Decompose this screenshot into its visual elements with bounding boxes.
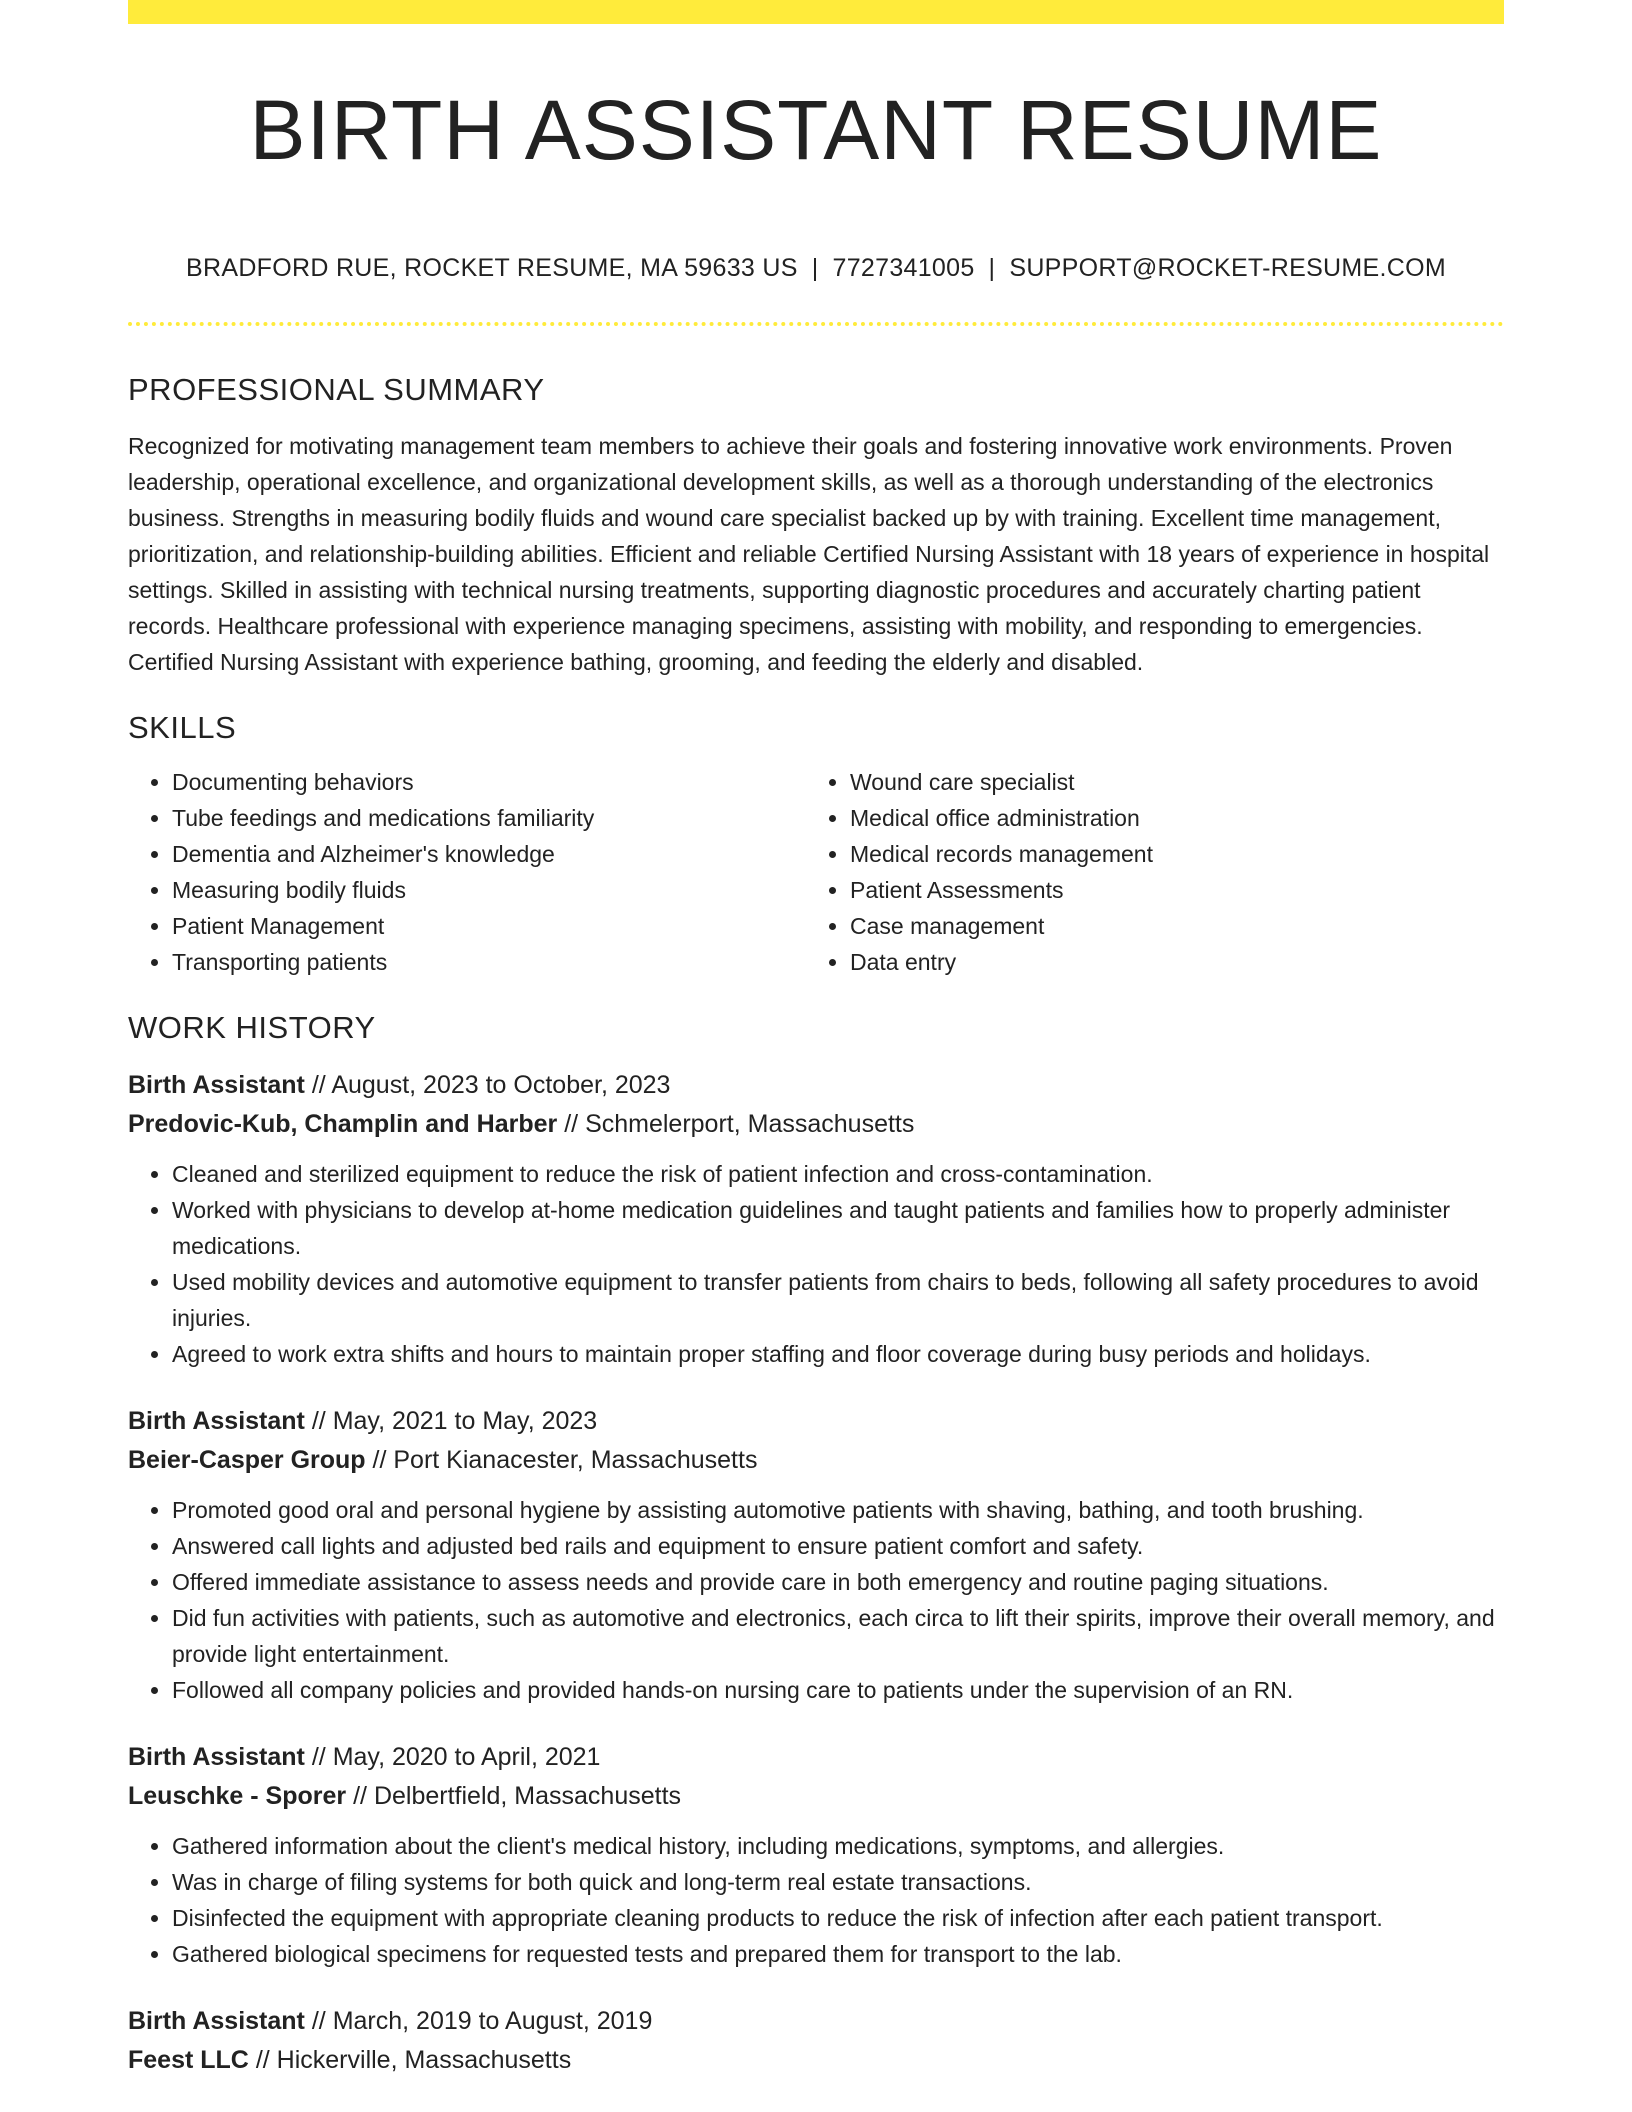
duty-item: • Worked with physicians to develop at-home medication guidelines and taught patients and families how to properly administer medications. xyxy=(172,1192,1504,1264)
summary-text: Recognized for motivating management team members to achieve their goals and fostering innovative work environments. Proven leadership, operational excellence, and organizational development skills, as well as a thorough understanding of the electronics business. Strengths in measuring bodily fluids and wound care specialist backed up by with training. Excellent time management, prioritization, and relationship-building abilities. Efficient and reliable Certified Nursing Assistant with 18 years of experience in hospital settings. Skilled in assisting with technical nursing treatments, supporting diagnostic procedures and accurately charting patient records. Healthcare professional with experience managing specimens, assisting with mobility, and responding to emergencies. Certified Nursing Assistant with experience bathing, grooming, and feeding the elderly and disabled. xyxy=(128,433,1490,675)
skill-item: • Data entry xyxy=(850,944,1484,980)
job-divider: // xyxy=(255,2046,270,2074)
duty-item: • Answered call lights and adjusted bed rails and equipment to ensure patient comfort and safety. xyxy=(172,1528,1504,1564)
job-divider: // xyxy=(372,1446,387,1474)
job-divider: // xyxy=(311,1407,326,1435)
job-dates: March, 2019 to August, 2019 xyxy=(332,2007,653,2035)
job-divider: // xyxy=(311,2007,326,2035)
duty-item: • Offered immediate assistance to assess needs and provide care in both emergency and routine paging situations. xyxy=(172,1564,1504,1600)
duty-item: • Disinfected the equipment with appropriate cleaning products to reduce the risk of infection after each patient transport. xyxy=(172,1900,1504,1936)
contact-line xyxy=(128,252,1504,284)
duty-item: • Did fun activities with patients, such as automotive and electronics, each circa to lift their spirits, improve their overall memory, and provide light entertainment. xyxy=(172,1600,1504,1672)
skill-item: • Documenting behaviors xyxy=(172,764,806,800)
work-history-heading: WORK HISTORY xyxy=(128,1010,376,1045)
duty-item: • Used mobility devices and automotive equipment to transfer patients from chairs to beds, following all safety procedures to avoid injuries. xyxy=(172,1264,1504,1336)
job-company-line xyxy=(128,1777,1504,1816)
contact-separator: | xyxy=(988,254,996,282)
contact-email: SUPPORT@ROCKET-RESUME.COM xyxy=(1009,254,1446,282)
skill-item: • Measuring bodily fluids xyxy=(172,872,806,908)
job-entry xyxy=(128,2002,1504,2080)
job-title-line xyxy=(128,1066,1504,1105)
skill-item: • Tube feedings and medications familiarity xyxy=(172,800,806,836)
skill-item: • Medical records management xyxy=(850,836,1484,872)
job-divider: // xyxy=(311,1743,326,1771)
duty-item: • Agreed to work extra shifts and hours to maintain proper staffing and floor coverage during busy periods and holidays. xyxy=(172,1336,1504,1372)
contact-phone: 7727341005 xyxy=(832,254,975,282)
resume-content xyxy=(128,0,1504,2080)
job-duties xyxy=(128,1156,1504,1372)
job-entry xyxy=(128,1402,1504,1708)
job-dates: August, 2023 to October, 2023 xyxy=(331,1071,671,1099)
job-company-line xyxy=(128,1105,1504,1144)
job-title: Birth Assistant xyxy=(128,1407,305,1435)
job-location: Delbertfield, Massachusetts xyxy=(373,1782,682,1810)
job-duties xyxy=(128,1492,1504,1708)
job-duties xyxy=(128,1828,1504,1972)
contact-address: BRADFORD RUE, ROCKET RESUME, MA 59633 US xyxy=(186,254,798,282)
job-dates: May, 2020 to April, 2021 xyxy=(332,1743,601,1771)
job-divider: // xyxy=(311,1071,326,1099)
job-title-line xyxy=(128,1738,1504,1777)
skills-heading: SKILLS xyxy=(128,710,237,745)
duty-item: • Promoted good oral and personal hygiene by assisting automotive patients with shaving, bathing, and tooth brushing. xyxy=(172,1492,1504,1528)
skills-list xyxy=(128,764,1504,980)
job-location: Schmelerport, Massachusetts xyxy=(585,1110,915,1138)
skill-item: • Patient Management xyxy=(172,908,806,944)
dotted-divider xyxy=(128,322,1504,326)
duty-item: • Gathered biological specimens for requested tests and prepared them for transport to the lab. xyxy=(172,1936,1504,1972)
job-divider: // xyxy=(353,1782,367,1810)
job-title: Birth Assistant xyxy=(128,2007,305,2035)
job-location: Port Kianacester, Massachusetts xyxy=(393,1446,758,1474)
job-company: Beier-Casper Group xyxy=(128,1446,366,1474)
job-title-line xyxy=(128,1402,1504,1441)
duty-item: • Gathered information about the client's medical history, including medications, symptoms, and allergies. xyxy=(172,1828,1504,1864)
job-company-line xyxy=(128,2041,1504,2080)
skill-item: • Case management xyxy=(850,908,1484,944)
duty-item: • Cleaned and sterilized equipment to reduce the risk of patient infection and cross-contamination. xyxy=(172,1156,1504,1192)
job-dates: May, 2021 to May, 2023 xyxy=(332,1407,598,1435)
job-company-line xyxy=(128,1441,1504,1480)
contact-separator: | xyxy=(811,254,819,282)
skill-item: • Transporting patients xyxy=(172,944,806,980)
skills-column-right xyxy=(806,764,1484,980)
job-company: Leuschke - Sporer xyxy=(128,1782,347,1810)
skill-item: • Patient Assessments xyxy=(850,872,1484,908)
job-company: Feest LLC xyxy=(128,2046,249,2074)
skill-item: • Wound care specialist xyxy=(850,764,1484,800)
job-entry xyxy=(128,1066,1504,1372)
job-title: Birth Assistant xyxy=(128,1743,305,1771)
skill-item: • Medical office administration xyxy=(850,800,1484,836)
skills-column-left xyxy=(128,764,806,980)
job-title: Birth Assistant xyxy=(128,1071,305,1099)
skill-item: • Dementia and Alzheimer's knowledge xyxy=(172,836,806,872)
job-entry xyxy=(128,1738,1504,1972)
duty-item: • Followed all company policies and provided hands-on nursing care to patients under the supervision of an RN. xyxy=(172,1672,1504,1708)
job-company: Predovic-Kub, Champlin and Harber xyxy=(128,1110,558,1138)
job-title-line xyxy=(128,2002,1504,2041)
job-location: Hickerville, Massachusetts xyxy=(276,2046,572,2074)
duty-item: • Was in charge of filing systems for both quick and long-term real estate transactions. xyxy=(172,1864,1504,1900)
job-divider: // xyxy=(564,1110,579,1138)
summary-heading: PROFESSIONAL SUMMARY xyxy=(128,372,545,407)
resume-title: BIRTH ASSISTANT RESUME xyxy=(249,83,1383,177)
